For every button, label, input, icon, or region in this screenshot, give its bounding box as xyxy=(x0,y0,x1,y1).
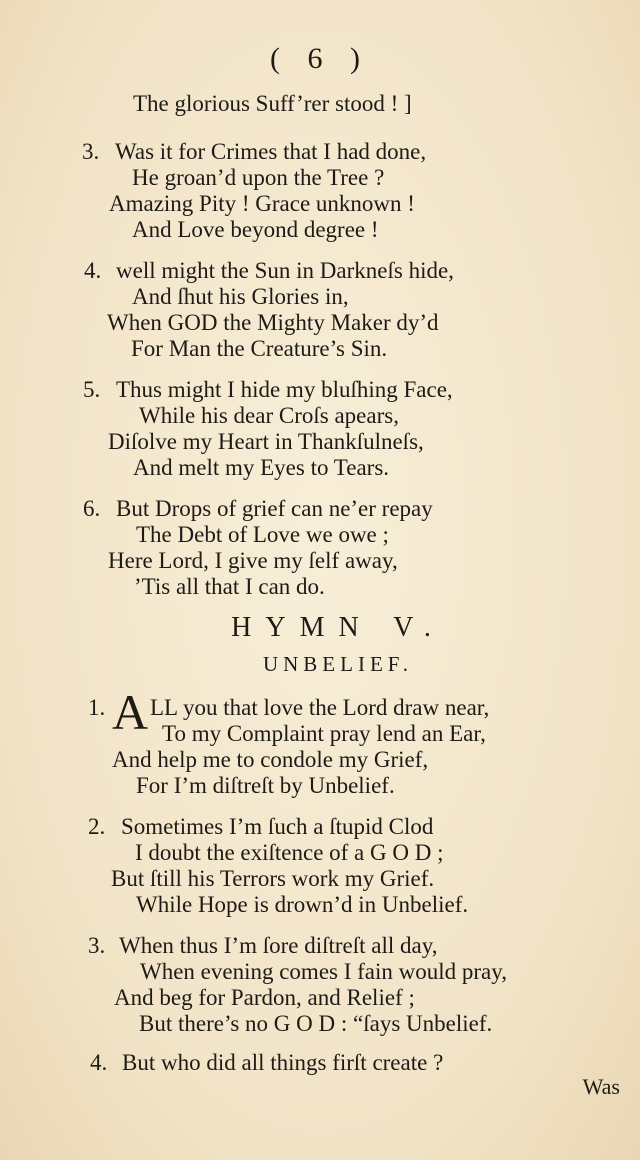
verse-line: I doubt the exiſtence of a G O D ; xyxy=(135,840,444,865)
drop-cap: A xyxy=(112,684,149,740)
verse-line: well might the Sun in Darkneſs hide, xyxy=(116,258,454,283)
verse-line: The Debt of Love we owe ; xyxy=(136,522,389,547)
verse-line: While Hope is drown’d in Unbelief. xyxy=(136,892,469,917)
verse-line: But there’s no G O D : “ſays Unbelief. xyxy=(139,1011,493,1036)
stanza-number: 1. xyxy=(88,695,106,720)
stanza-number: 3. xyxy=(88,933,106,958)
stanza-number: 4. xyxy=(90,1050,108,1075)
verse-line: Thus might I hide my bluſhing Face, xyxy=(116,377,453,402)
page-number: ( 6 ) xyxy=(270,42,370,75)
verse-line: And help me to condole my Grief, xyxy=(112,747,429,772)
verse-line: And melt my Eyes to Tears. xyxy=(133,455,390,480)
verse-line: When evening comes I fain would pray, xyxy=(140,959,508,984)
verse-line: Diſolve my Heart in Thankſulneſs, xyxy=(108,429,424,454)
verse-line: But Drops of grief can ne’er repay xyxy=(116,496,433,521)
verse-line: For Man the Creature’s Sin. xyxy=(131,336,388,361)
stanza-number: 5. xyxy=(83,377,101,402)
catchword: Was xyxy=(582,1074,620,1099)
verse-line: Was it for Crimes that I had done, xyxy=(115,139,427,164)
stanza-number: 2. xyxy=(88,814,106,839)
stanza-number: 6. xyxy=(83,496,101,521)
verse-line: But who did all things firſt create ? xyxy=(122,1050,444,1075)
verse-line: And ſhut his Glories in, xyxy=(132,284,349,309)
lead-line: The glorious Suff’rer stood ! ] xyxy=(133,91,412,116)
verse-line: Amazing Pity ! Grace unknown ! xyxy=(109,191,415,216)
verse-line: While his dear Croſs apears, xyxy=(139,403,399,428)
verse-line: To my Complaint pray lend an Ear, xyxy=(162,721,486,746)
verse-line: When GOD the Mighty Maker dy’d xyxy=(107,310,439,335)
verse-line: When thus I’m ſore diſtreſt all day, xyxy=(119,933,438,958)
hymn-subtitle: UNBELIEF. xyxy=(262,652,414,676)
verse-line: Here Lord, I give my ſelf away, xyxy=(108,548,398,573)
stanza-number: 4. xyxy=(84,258,102,283)
verse-line: LL you that love the Lord draw near, xyxy=(150,695,490,720)
verse-line: Sometimes I’m ſuch a ſtupid Clod xyxy=(121,814,434,839)
verse-line: He groan’d upon the Tree ? xyxy=(132,165,385,190)
verse-line: But ſtill his Terrors work my Grief. xyxy=(111,866,435,891)
verse-line: And Love beyond degree ! xyxy=(132,217,379,242)
verse-line: And beg for Pardon, and Relief ; xyxy=(114,985,415,1010)
verse-line: For I’m diſtreſt by Unbelief. xyxy=(136,773,395,798)
verse-line: ’Tis all that I can do. xyxy=(134,574,325,599)
stanza-number: 3. xyxy=(82,139,100,164)
hymn-title: HYMN V. xyxy=(231,612,445,643)
